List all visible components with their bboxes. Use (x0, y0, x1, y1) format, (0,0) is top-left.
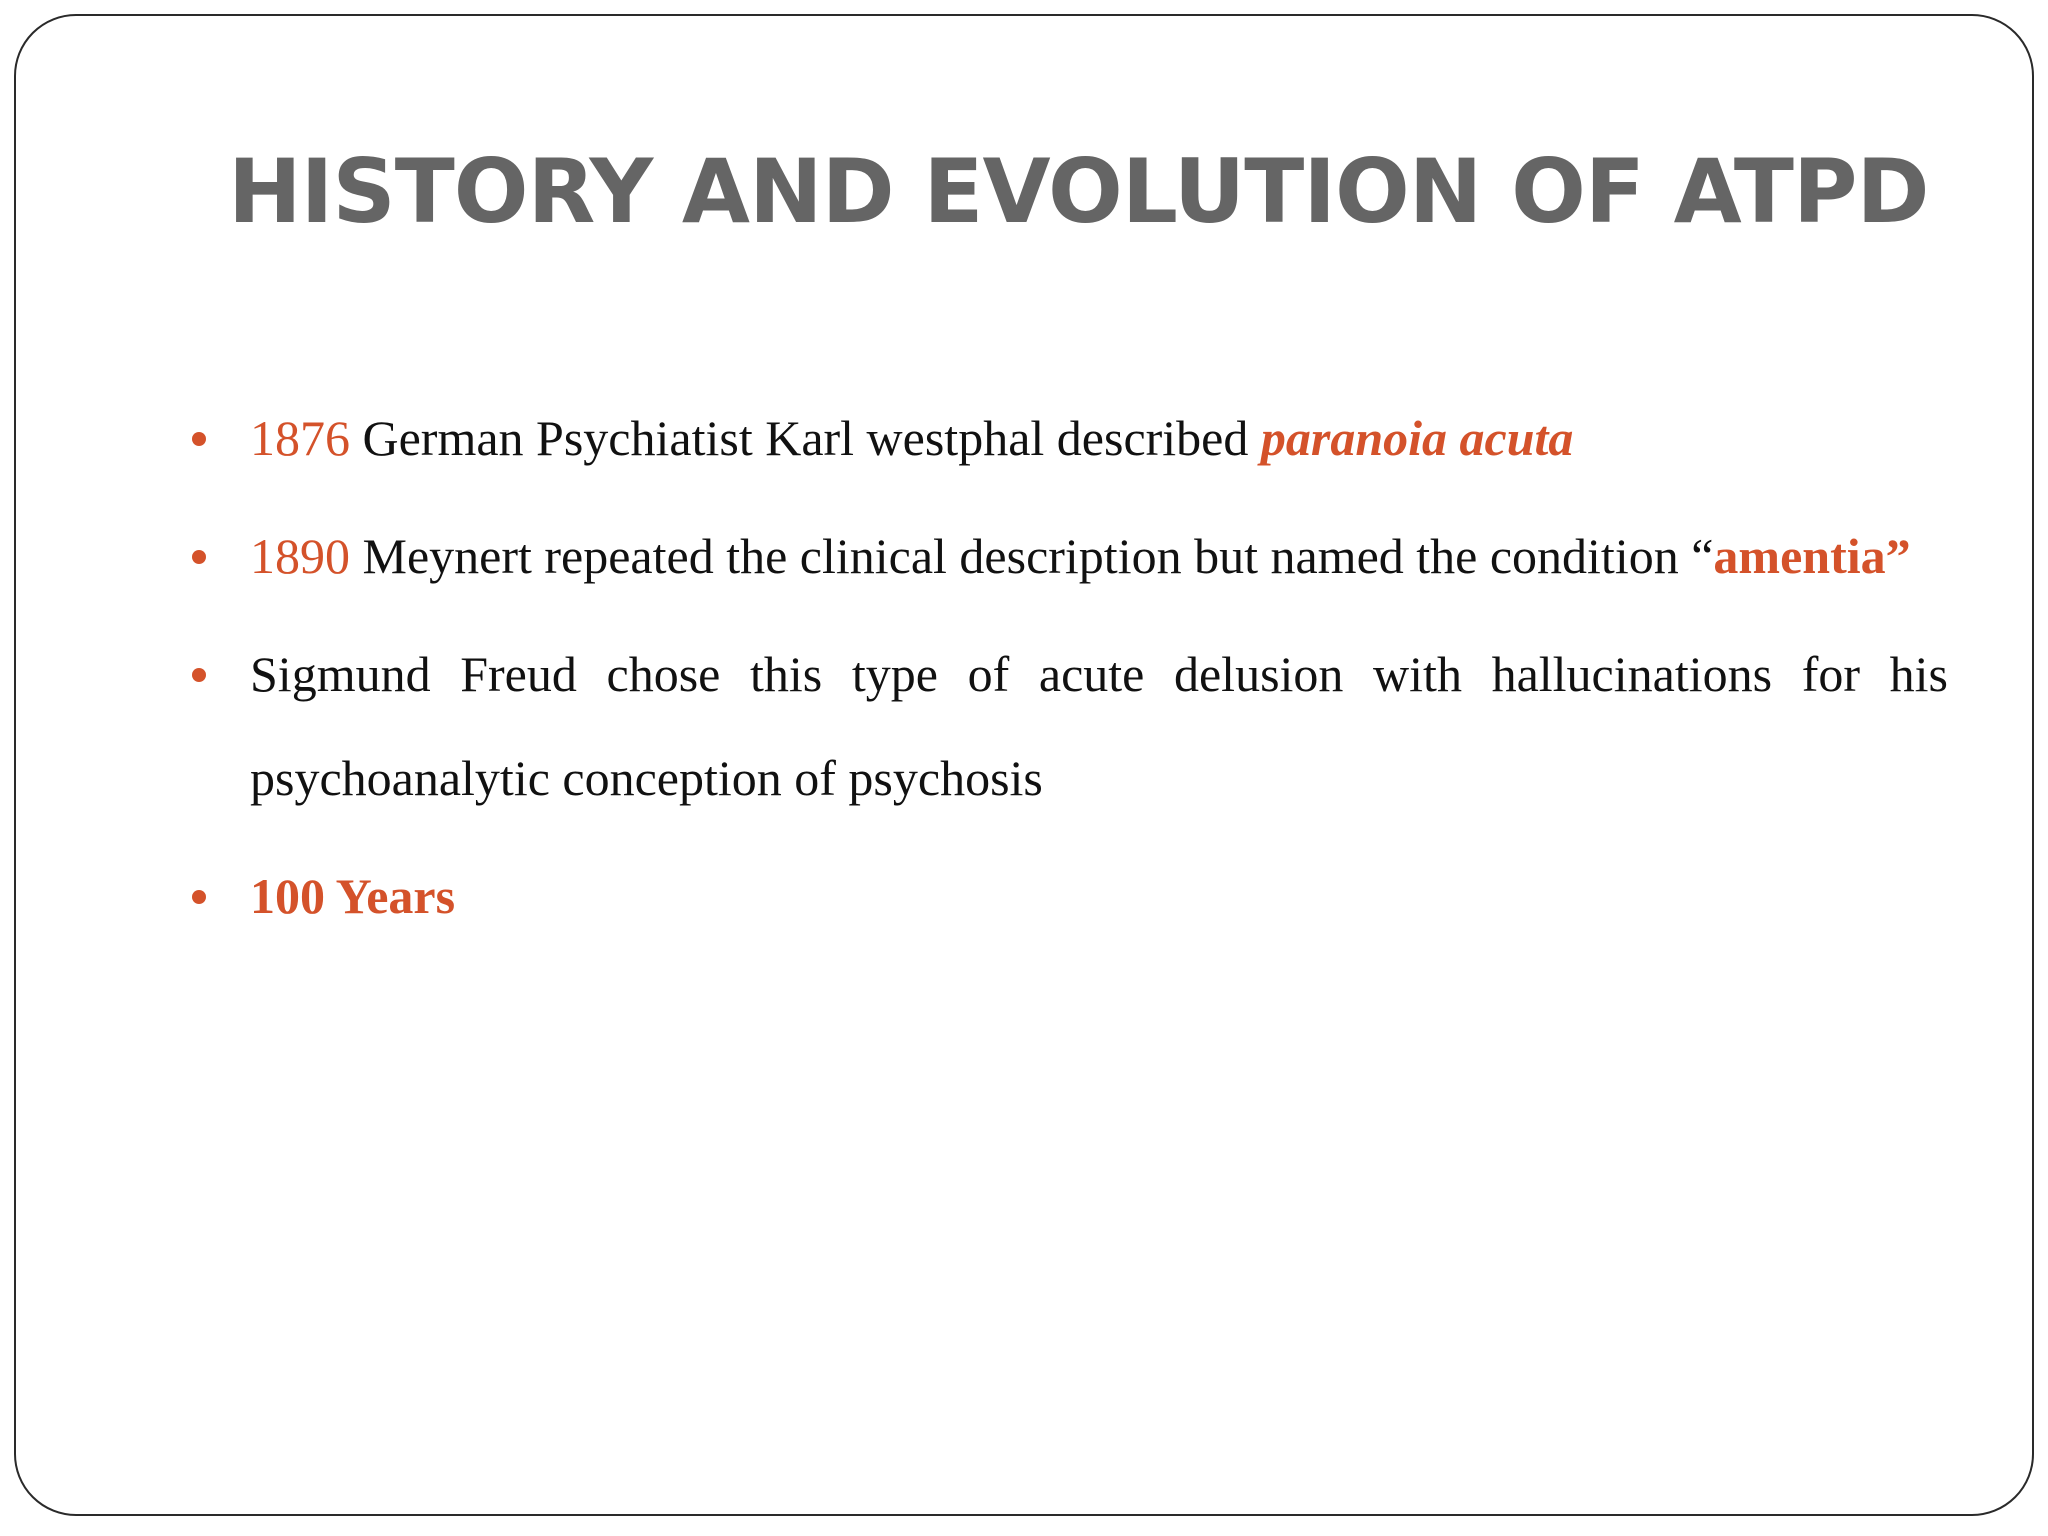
bullet-text: Meynert repeated the clinical description but named the condition (350, 528, 1692, 584)
slide-title: HISTORY AND EVOLUTION OF ATPD (228, 140, 1929, 243)
bullet-dot-icon (192, 890, 206, 904)
bullet-term: amentia” (1713, 528, 1911, 584)
bullet-item-1890 (192, 504, 1948, 608)
bullet-text: Sigmund Freud chose this type of acute delusion with hallucinations for his psychoanalytic conception of psychosis (250, 646, 1948, 806)
bullet-text: 100 Years (250, 868, 456, 924)
bullet-term: paranoia acuta (1260, 410, 1574, 466)
bullet-quote-open: “ (1691, 528, 1714, 584)
slide-frame (14, 14, 2034, 1516)
bullet-dot-icon (192, 432, 206, 446)
bullet-dot-icon (192, 668, 206, 682)
bullet-year: 1890 (250, 528, 350, 584)
bullet-dot-icon (192, 550, 206, 564)
bullet-item-1876 (192, 386, 1948, 490)
bullet-item-freud (192, 622, 1948, 830)
bullet-year: 1876 (250, 410, 350, 466)
bullet-text: German Psychiatist Karl westphal described (350, 410, 1261, 466)
bullet-item-100-years (192, 844, 1948, 948)
bullet-list (192, 386, 1948, 962)
